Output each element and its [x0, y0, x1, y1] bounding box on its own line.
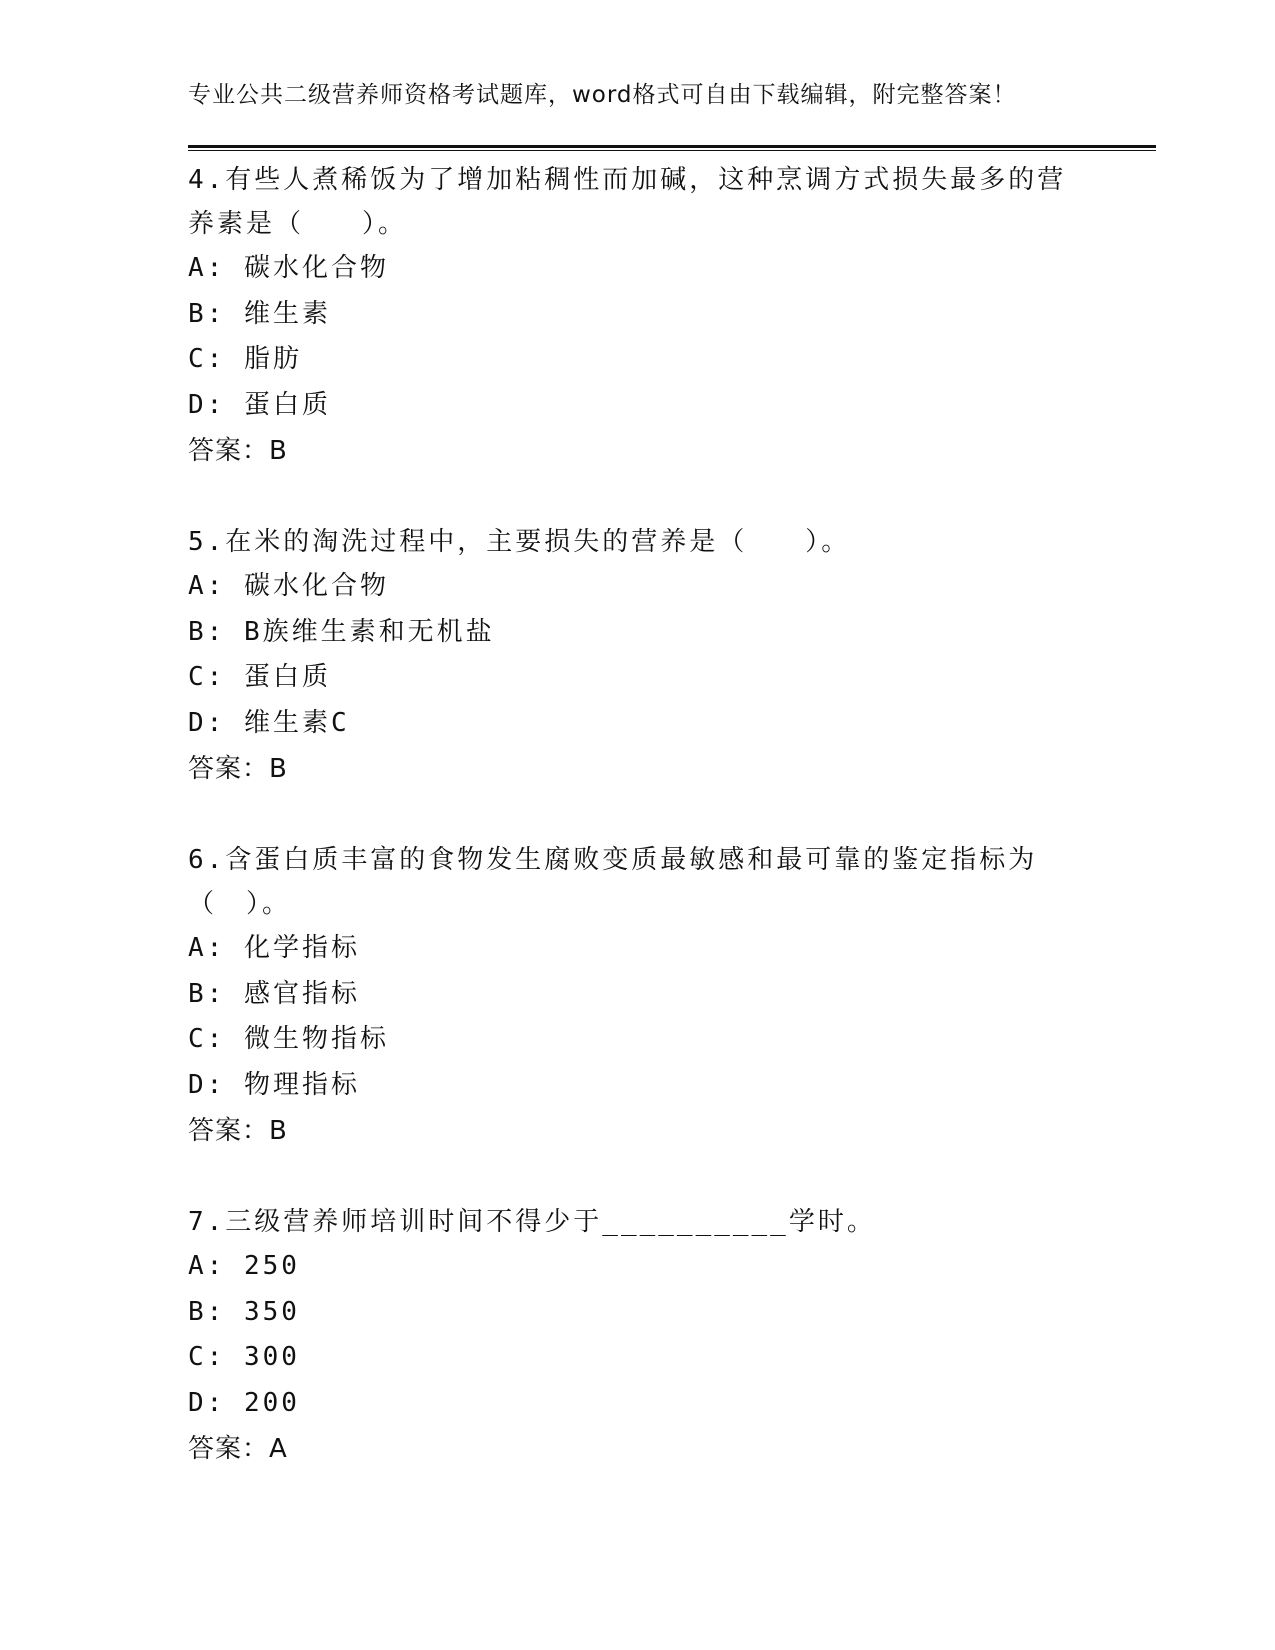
option-a: A: 250 — [188, 1251, 300, 1281]
question-5 — [188, 520, 1088, 792]
answer-line: 答案：B — [188, 754, 288, 784]
option-a: A: 碳水化合物 — [188, 571, 389, 601]
question-4 — [188, 158, 1088, 474]
option-b: B: 350 — [188, 1296, 300, 1327]
option-c: C: 微生物指标 — [188, 1024, 389, 1054]
option-b: B: 感官指标 — [188, 978, 360, 1009]
question-6 — [188, 838, 1088, 1154]
option-d: D: 物理指标 — [188, 1069, 360, 1100]
question-stem: 7.三级营养师培训时间不得少于__________学时。 — [188, 1207, 876, 1237]
answer-line: 答案：B — [188, 436, 288, 466]
answer-line: 答案：B — [188, 1116, 288, 1146]
question-list — [188, 158, 1088, 1518]
option-d: D: 蛋白质 — [188, 389, 331, 420]
header-divider-thin — [188, 150, 1156, 151]
option-b: B: 维生素 — [188, 298, 331, 329]
question-stem: 4.有些人煮稀饭为了增加粘稠性而加碱，这种烹调方式损失最多的营养素是（ ）。 — [188, 165, 1067, 239]
option-a: A: 化学指标 — [188, 933, 360, 963]
option-c: C: 蛋白质 — [188, 662, 331, 692]
question-7 — [188, 1200, 1088, 1472]
option-b: B: B族维生素和无机盐 — [188, 616, 495, 647]
page-header: 专业公共二级营养师资格考试题库，word格式可自由下载编辑，附完整答案！ — [188, 82, 1017, 108]
answer-line: 答案：A — [188, 1434, 288, 1464]
option-d: D: 200 — [188, 1387, 300, 1418]
question-stem: 6.含蛋白质丰富的食物发生腐败变质最敏感和最可靠的鉴定指标为（ ）。 — [188, 845, 1038, 919]
question-stem: 5.在米的淘洗过程中，主要损失的营养是（ ）。 — [188, 527, 851, 557]
option-a: A: 碳水化合物 — [188, 253, 389, 283]
option-c: C: 脂肪 — [188, 344, 302, 374]
option-d: D: 维生素C — [188, 707, 350, 738]
option-c: C: 300 — [188, 1342, 300, 1372]
header-divider-thick — [188, 145, 1156, 148]
